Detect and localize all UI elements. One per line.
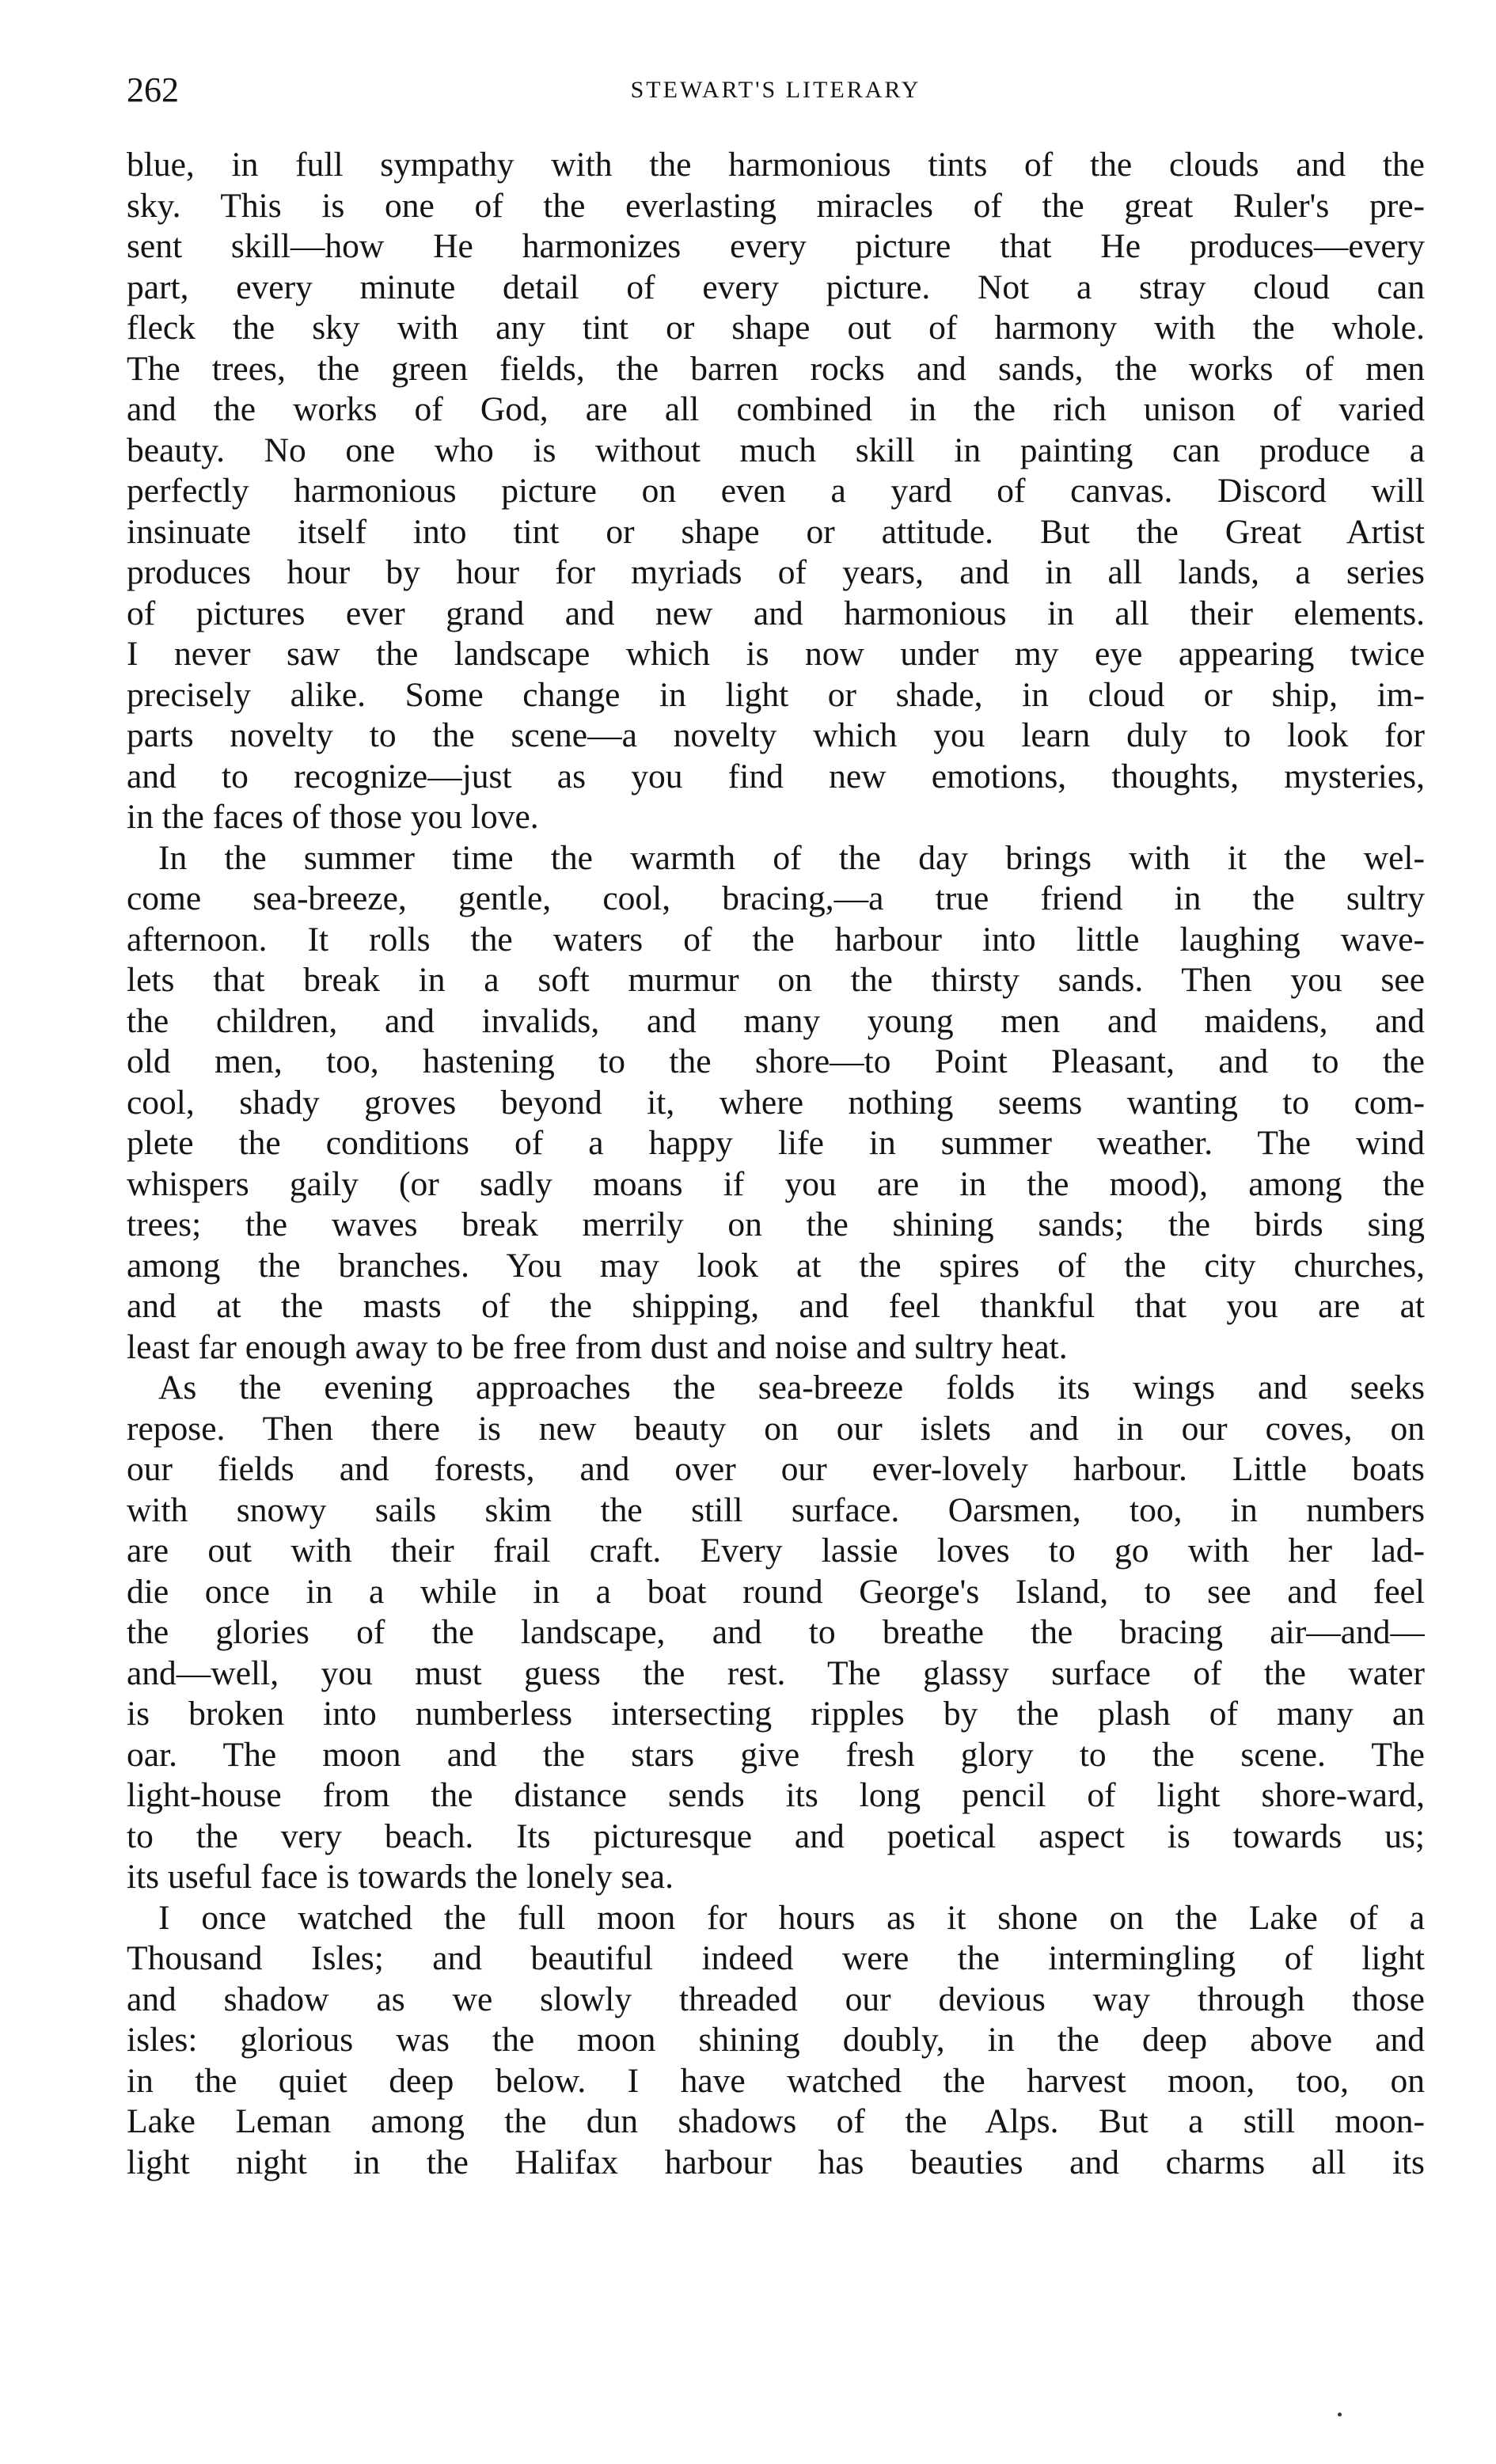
page-number: 262 (127, 70, 179, 109)
text-line: precisely alike. Some change in light or shade, in cloud or ship, im- (127, 675, 1425, 714)
text-line: of pictures ever grand and new and harmonious in all their elements. (127, 594, 1425, 632)
paragraph-last-line: its useful face is towards the lonely sea. (127, 1858, 674, 1896)
text-line: our fields and forests, and over our ever-lovely harbour. Little boats (127, 1450, 1425, 1488)
running-head (127, 66, 1425, 114)
text-line: insinuate itself into tint or shape or attitude. But the Great Artist (127, 512, 1425, 551)
text-line: in the quiet deep below. I have watched the harvest moon, too, on (127, 2061, 1425, 2100)
text-line: die once in a while in a boat round George's Island, to see and feel (127, 1572, 1425, 1611)
text-line: Lake Leman among the dun shadows of the Alps. But a still moon- (127, 2102, 1425, 2140)
paragraph-first-line: I once watched the full moon for hours as it shone on the Lake of a (158, 1898, 1425, 1937)
text-line: light-house from the distance sends its long pencil of light shore-ward, (127, 1776, 1425, 1814)
text-line: part, every minute detail of every picture. Not a stray cloud can (127, 268, 1425, 306)
text-line: old men, too, hastening to the shore—to Point Pleasant, and to the (127, 1042, 1425, 1080)
text-line: and shadow as we slowly threaded our devious way through those (127, 1980, 1425, 2018)
text-line: isles: glorious was the moon shining doubly, in the deep above and (127, 2021, 1425, 2059)
text-line: repose. Then there is new beauty on our islets and in our coves, on (127, 1409, 1425, 1448)
text-line: is broken into numberless intersecting ripples by the plash of many an (127, 1695, 1425, 1733)
text-line: are out with their frail craft. Every lassie loves to go with her lad- (127, 1532, 1425, 1570)
text-line: fleck the sky with any tint or shape out of harmony with the whole. (127, 309, 1425, 347)
body-text (127, 145, 1425, 2183)
text-line: I never saw the landscape which is now under my eye appearing twice (127, 635, 1425, 673)
text-line: and—well, you must guess the rest. The glassy surface of the water (127, 1653, 1425, 1692)
text-line: lets that break in a soft murmur on the thirsty sands. Then you see (127, 961, 1425, 999)
paragraph-first-line: In the summer time the warmth of the day brings with it the wel- (158, 838, 1425, 877)
text-line: to the very beach. Its picturesque and poetical aspect is towards us; (127, 1817, 1425, 1855)
text-line: parts novelty to the scene—a novelty which you learn duly to look for (127, 716, 1425, 754)
text-line: the children, and invalids, and many young men and maidens, and (127, 1001, 1425, 1040)
text-line: beauty. No one who is without much skill in painting can produce a (127, 431, 1425, 469)
text-line: light night in the Halifax harbour has beauties and charms all its (127, 2143, 1425, 2181)
text-line: with snowy sails skim the still surface. Oarsmen, too, in numbers (127, 1490, 1425, 1529)
text-line: plete the conditions of a happy life in summer weather. The wind (127, 1124, 1425, 1162)
text-line: The trees, the green fields, the barren rocks and sands, the works of men (127, 349, 1425, 388)
text-line: come sea-breeze, gentle, cool, bracing,—a true friend in the sultry (127, 879, 1425, 917)
text-line: and the works of God, are all combined in the rich unison of varied (127, 390, 1425, 428)
text-line: among the branches. You may look at the spires of the city churches, (127, 1246, 1425, 1285)
text-line: afternoon. It rolls the waters of the harbour into little laughing wave- (127, 920, 1425, 959)
print-speck (1338, 2413, 1342, 2417)
text-line: Thousand Isles; and beautiful indeed were the intermingling of light (127, 1939, 1425, 1977)
text-line: the glories of the landscape, and to breathe the bracing air—and— (127, 1613, 1425, 1651)
paragraph-first-line: As the evening approaches the sea-breeze folds its wings and seeks (158, 1369, 1425, 1407)
text-line: and at the masts of the shipping, and feel thankful that you are at (127, 1287, 1425, 1325)
running-title: STEWART'S LITERARY (630, 77, 921, 103)
text-line: trees; the waves break merrily on the shining sands; the birds sing (127, 1205, 1425, 1243)
text-line: sent skill—how He harmonizes every picture that He produces—every (127, 227, 1425, 265)
text-line: blue, in full sympathy with the harmonious tints of the clouds and the (127, 146, 1425, 184)
text-line: produces hour by hour for myriads of years, and in all lands, a series (127, 553, 1425, 591)
text-line: oar. The moon and the stars give fresh glory to the scene. The (127, 1735, 1425, 1774)
text-line: cool, shady groves beyond it, where nothing seems wanting to com- (127, 1083, 1425, 1122)
text-line: whispers gaily (or sadly moans if you are in the mood), among the (127, 1164, 1425, 1203)
text-line: sky. This is one of the everlasting miracles of the great Ruler's pre- (127, 186, 1425, 225)
text-line: perfectly harmonious picture on even a yard of canvas. Discord will (127, 472, 1425, 510)
paragraph-last-line: in the faces of those you love. (127, 798, 539, 836)
text-line: and to recognize—just as you find new emotions, thoughts, mysteries, (127, 757, 1425, 795)
paragraph-last-line: least far enough away to be free from dust and noise and sultry heat. (127, 1327, 1068, 1366)
